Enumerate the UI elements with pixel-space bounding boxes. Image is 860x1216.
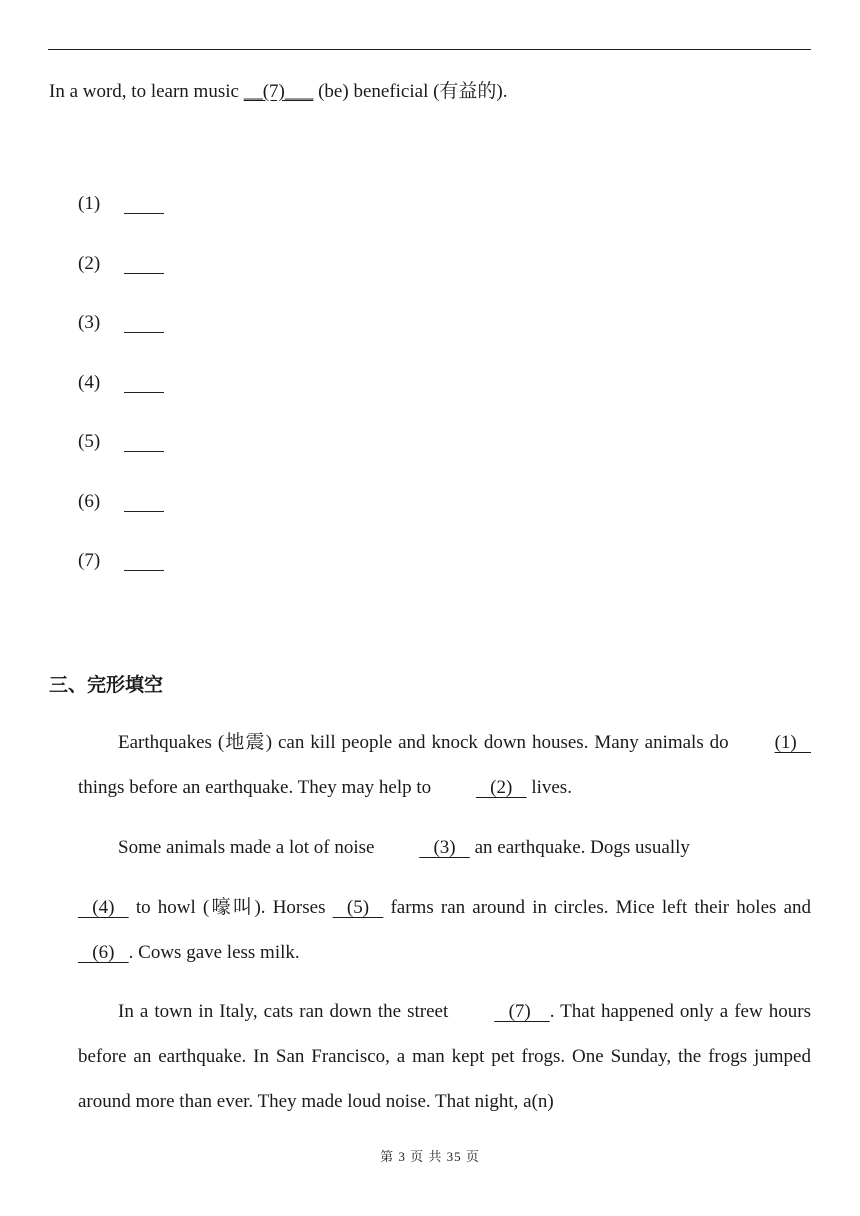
answer-number: (1): [78, 193, 101, 214]
answer-number: (6): [78, 490, 101, 512]
passage-paragraph-2: [78, 825, 811, 870]
top-rule: [48, 49, 811, 50]
answer-blank[interactable]: [124, 372, 164, 393]
answer-number: (7): [78, 550, 101, 571]
question-7-sentence: [49, 76, 508, 103]
passage-text: lives.: [526, 777, 572, 798]
answer-blank[interactable]: [124, 550, 164, 571]
passage-text: Earthquakes (地震) can kill people and knock down houses. Many animals do: [118, 732, 735, 753]
passage-text: farms ran around in circles. Mice left their holes and: [383, 897, 811, 918]
gap-6: (6): [78, 942, 129, 963]
answer-number: (2): [78, 252, 101, 274]
answer-blank[interactable]: [124, 431, 164, 452]
passage-paragraph-3: [78, 885, 811, 975]
answer-row-3: [78, 312, 164, 372]
answer-row-5: [78, 431, 164, 491]
passage-text: things before an earthquake. They may help to: [78, 777, 436, 798]
answer-number: (5): [78, 431, 101, 452]
passage-text: In a town in Italy, cats ran down the street: [118, 1001, 455, 1022]
answer-row-1: [78, 193, 164, 253]
gap-4: (4): [78, 897, 129, 918]
passage-text: . Cows gave less milk.: [128, 942, 300, 963]
blank-7: __(7)___: [243, 81, 314, 102]
passage-paragraph-1: [78, 720, 811, 810]
gap-2: (2): [475, 777, 527, 798]
answer-number: (3): [78, 312, 101, 333]
answer-row-7: [78, 550, 164, 610]
answer-row-4: [78, 372, 164, 432]
passage-text: . That happened only a few hours before an earthquake. In San Francisco, a man kept pet frogs. One Sunday, the frogs jumped around more than ever. They made loud noise. That night, a(n): [78, 1001, 811, 1112]
page-footer: 第 3 页 共 35 页: [380, 1149, 480, 1164]
gap-1: (1): [774, 732, 811, 753]
answer-row-6: [78, 491, 164, 551]
answer-row-2: [78, 253, 164, 313]
answer-list: [78, 193, 164, 610]
passage-text: to howl (嚎叫). Horses: [128, 897, 333, 918]
answer-blank[interactable]: [124, 312, 164, 333]
sentence-start: In a word, to learn music: [49, 81, 244, 102]
section-title: 三、完形填空: [49, 674, 164, 696]
gap-3: (3): [419, 837, 470, 858]
passage-text: an earthquake. Dogs usually: [469, 837, 690, 858]
answer-number: (4): [78, 371, 101, 393]
sentence-end: (be) beneficial (有益的).: [313, 81, 508, 102]
answer-blank[interactable]: [124, 253, 164, 274]
answer-blank[interactable]: [124, 491, 164, 512]
passage-text: Some animals made a lot of noise: [118, 837, 380, 858]
gap-7: (7): [494, 1001, 550, 1022]
answer-blank[interactable]: [124, 193, 164, 214]
gap-5: (5): [332, 897, 384, 918]
passage-paragraph-4: [78, 989, 811, 1124]
